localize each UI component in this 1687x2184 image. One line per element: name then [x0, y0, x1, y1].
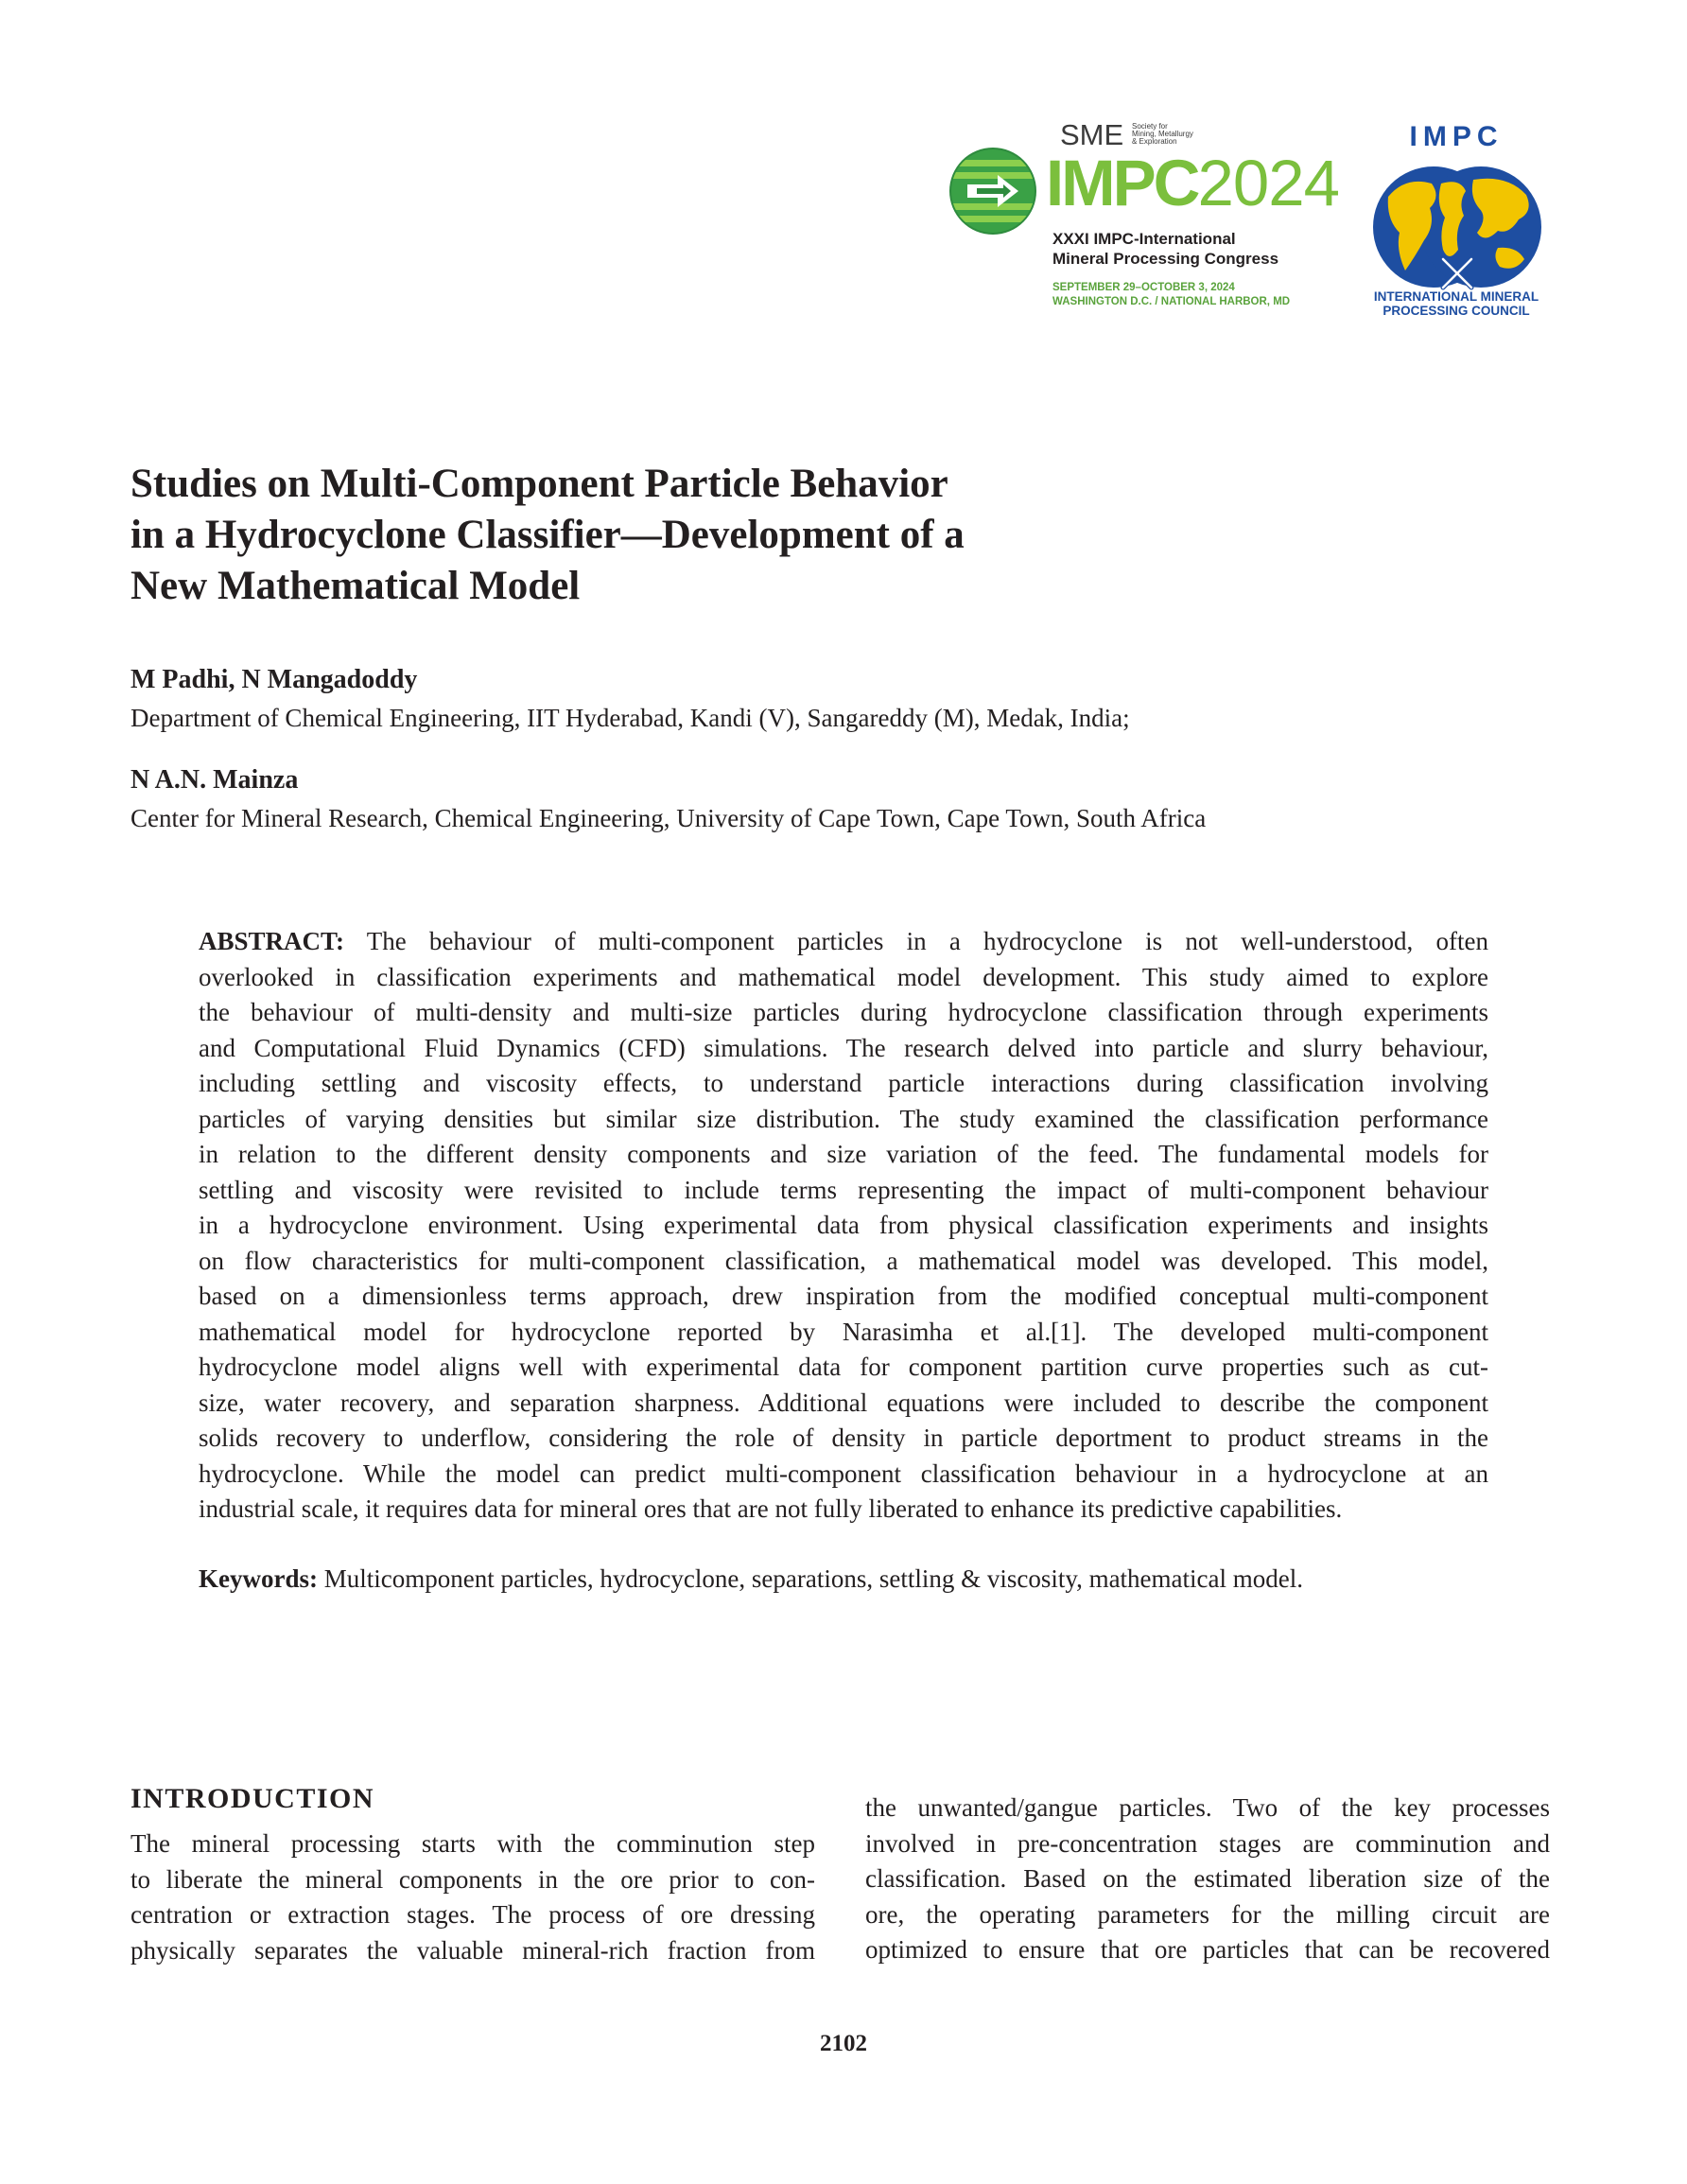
impc-council-logo [1362, 121, 1551, 324]
page-number: 2102 [820, 2031, 867, 2056]
body-line: the unwanted/gangue particles. Two of the key processes [865, 1793, 1550, 1822]
abstract [199, 924, 1488, 1528]
title-line: Studies on Multi-Component Particle Behavior [130, 462, 948, 506]
body-line: optimized to ensure that ore particles that can be recovered [865, 1935, 1550, 1964]
author-affiliation: Center for Mineral Research, Chemical Engineering, University of Cape Town, Cape Town, South Africa [130, 804, 1207, 832]
impc2024-wordmark [1046, 147, 1339, 219]
intro-right-column [865, 1791, 1550, 1968]
sme-word: SME [1060, 118, 1124, 151]
abstract-line: mathematical model for hydrocyclone reported by Narasimha et al.[1]. The developed multi-component [199, 1317, 1488, 1346]
abstract-line: based on a dimensionless terms approach, drew inspiration from the modified conceptual multi-component [199, 1282, 1488, 1310]
keywords-label: Keywords: [199, 1564, 318, 1593]
abstract-line: particles of varying densities but similar size distribution. The study examined the classification performance [199, 1104, 1488, 1133]
sme-society-line: Society for [1132, 122, 1168, 131]
council-line: INTERNATIONAL MINERAL [1373, 289, 1539, 304]
abstract-line: settling and viscosity were revisited to include terms representing the impact of multi-component behaviour [199, 1175, 1488, 1204]
abstract-line [199, 924, 1488, 960]
intro-left-column [130, 1826, 815, 1968]
body-line: ore, the operating parameters for the milling circuit are [865, 1899, 1550, 1929]
abstract-text: The behaviour of multi-component particles in a hydrocyclone is not well-understood, often [366, 927, 1488, 955]
date-line: WASHINGTON D.C. / NATIONAL HARBOR, MD [1052, 296, 1291, 307]
congress-dates [1052, 281, 1290, 309]
congress-line: XXXI IMPC-International [1052, 230, 1236, 248]
impc-word: IMPC [1046, 147, 1198, 219]
abstract-line: hydrocyclone. While the model can predict multi-component classification behaviour in a hydrocyclone at an [199, 1459, 1488, 1488]
author-names: N A.N. Mainza [130, 765, 299, 795]
title-line: in a Hydrocyclone Classifier—Development of a [130, 513, 965, 557]
date-line: SEPTEMBER 29–OCTOBER 3, 2024 [1052, 282, 1235, 293]
paper-title [130, 459, 1171, 612]
abstract-line: including settling and viscosity effects, to understand particle interactions during classification involving [199, 1069, 1488, 1097]
abstract-line: the behaviour of multi-density and multi-size particles during hydrocyclone classification through experiments [199, 998, 1488, 1026]
impc-circle-icon [948, 147, 1037, 236]
abstract-line: and Computational Fluid Dynamics (CFD) simulations. The research delved into particle and slurry behaviour, [199, 1033, 1488, 1062]
body-line: centration or extraction stages. The process of ore dressing [130, 1900, 815, 1929]
title-line: New Mathematical Model [130, 564, 581, 608]
abstract-line: in relation to the different density components and size variation of the feed. The fundamental models for [199, 1140, 1488, 1168]
globe-icon [1367, 159, 1545, 301]
body-line: physically separates the valuable mineral-rich fraction from [130, 1935, 815, 1965]
council-name [1362, 289, 1551, 318]
congress-line: Mineral Processing Congress [1052, 250, 1279, 268]
keywords-text: Multicomponent particles, hydrocyclone, separations, settling & viscosity, mathematical model. [323, 1564, 1303, 1593]
abstract-line: solids recovery to underflow, considering the role of density in particle deportment to product streams in the [199, 1424, 1488, 1452]
sme-society-line: & Exploration [1132, 137, 1177, 146]
author-names: M Padhi, N Mangadoddy [130, 665, 418, 694]
section-heading: INTRODUCTION [130, 1783, 375, 1814]
impc-council-title: IMPC [1409, 121, 1504, 152]
abstract-line: overlooked in classification experiments and mathematical model development. This study aimed to explore [199, 962, 1488, 991]
abstract-line: hydrocyclone model aligns well with experimental data for component partition curve properties such as cut- [199, 1353, 1488, 1381]
body-line: The mineral processing starts with the comminution step [130, 1829, 815, 1858]
body-line: to liberate the mineral components in the ore prior to con- [130, 1864, 815, 1894]
impc2024-logo [948, 118, 1346, 322]
abstract-line: size, water recovery, and separation sharpness. Additional equations were included to describe the component [199, 1388, 1488, 1417]
sme-society-line: Mining, Metallurgy [1132, 130, 1193, 138]
congress-name [1052, 229, 1278, 269]
abstract-line: in a hydrocyclone environment. Using experimental data from physical classification experiments and insights [199, 1211, 1488, 1239]
abstract-label: ABSTRACT: [199, 927, 345, 955]
author-affiliation: Department of Chemical Engineering, IIT Hyderabad, Kandi (V), Sangareddy (M), Medak, India; [130, 704, 1130, 732]
abstract-line: on flow characteristics for multi-component classification, a mathematical model was developed. This model, [199, 1246, 1488, 1275]
body-line: classification. Based on the estimated liberation size of the [865, 1864, 1550, 1893]
council-line: PROCESSING COUNCIL [1383, 304, 1530, 318]
abstract-line: industrial scale, it requires data for mineral ores that are not fully liberated to enhance its predictive capabilities. [199, 1494, 1343, 1523]
keywords [199, 1562, 1488, 1597]
impc-year: 2024 [1197, 147, 1339, 219]
body-line: involved in pre-concentration stages are comminution and [865, 1828, 1550, 1858]
